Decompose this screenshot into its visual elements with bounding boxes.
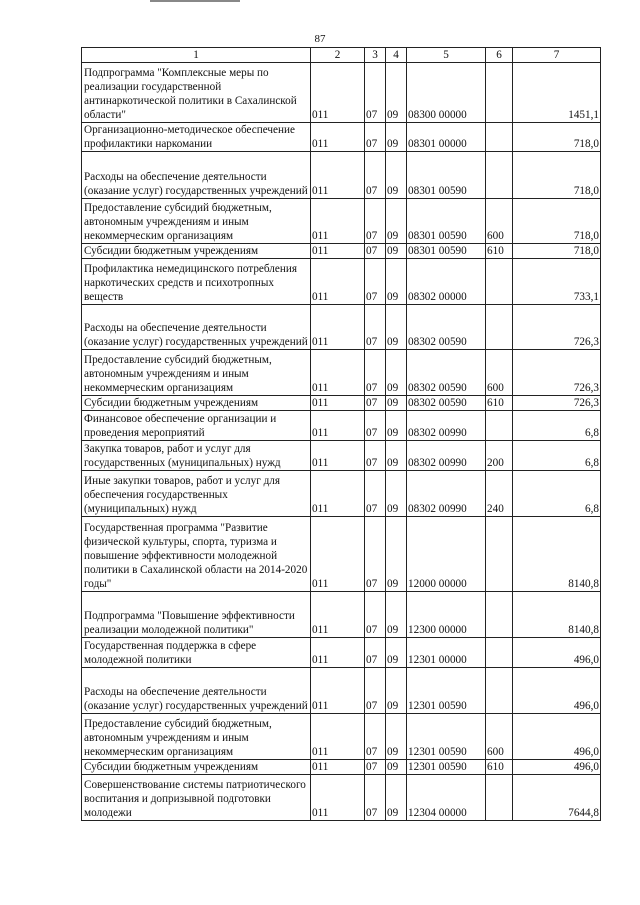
row-section: 07 bbox=[365, 259, 386, 305]
row-section: 07 bbox=[365, 199, 386, 244]
row-amount: 6,8 bbox=[513, 441, 601, 471]
table-row bbox=[82, 123, 601, 152]
row-expense-type: 600 bbox=[486, 199, 513, 244]
row-target-code: 08302 00990 bbox=[407, 411, 486, 441]
table-row bbox=[82, 471, 601, 517]
row-target-code: 08301 00000 bbox=[407, 123, 486, 152]
row-subsection: 09 bbox=[386, 441, 407, 471]
row-expense-type bbox=[486, 775, 513, 821]
row-name: Субсидии бюджетным учреждениям bbox=[82, 760, 311, 775]
row-subsection: 09 bbox=[386, 259, 407, 305]
row-amount: 718,0 bbox=[513, 199, 601, 244]
row-name: Расходы на обеспечение деятельности (оказание услуг) государственных учреждений bbox=[82, 305, 311, 350]
budget-table bbox=[81, 47, 601, 821]
row-name: Предоставление субсидий бюджетным, автономным учреждениям и иным некоммерческим организациям bbox=[82, 199, 311, 244]
row-expense-type bbox=[486, 305, 513, 350]
row-subsection: 09 bbox=[386, 471, 407, 517]
row-name: Субсидии бюджетным учреждениям bbox=[82, 244, 311, 259]
row-ministry: 011 bbox=[311, 396, 365, 411]
row-ministry: 011 bbox=[311, 350, 365, 396]
row-subsection: 09 bbox=[386, 63, 407, 123]
header-col-7: 7 bbox=[513, 48, 601, 63]
row-ministry: 011 bbox=[311, 244, 365, 259]
row-target-code: 08301 00590 bbox=[407, 152, 486, 199]
row-ministry: 011 bbox=[311, 668, 365, 714]
row-target-code: 08302 00590 bbox=[407, 396, 486, 411]
row-amount: 718,0 bbox=[513, 244, 601, 259]
row-target-code: 08300 00000 bbox=[407, 63, 486, 123]
table-row bbox=[82, 350, 601, 396]
row-target-code: 08302 00590 bbox=[407, 350, 486, 396]
row-name: Закупка товаров, работ и услуг для государственных (муниципальных) нужд bbox=[82, 441, 311, 471]
row-ministry: 011 bbox=[311, 517, 365, 592]
row-subsection: 09 bbox=[386, 350, 407, 396]
row-amount: 6,8 bbox=[513, 471, 601, 517]
row-subsection: 09 bbox=[386, 123, 407, 152]
row-amount: 718,0 bbox=[513, 123, 601, 152]
row-amount: 496,0 bbox=[513, 668, 601, 714]
table-row bbox=[82, 305, 601, 350]
row-section: 07 bbox=[365, 411, 386, 441]
row-ministry: 011 bbox=[311, 714, 365, 760]
row-amount: 496,0 bbox=[513, 714, 601, 760]
row-section: 07 bbox=[365, 592, 386, 638]
table-row bbox=[82, 244, 601, 259]
row-ministry: 011 bbox=[311, 775, 365, 821]
row-target-code: 12300 00000 bbox=[407, 592, 486, 638]
row-subsection: 09 bbox=[386, 760, 407, 775]
row-name: Финансовое обеспечение организации и проведения мероприятий bbox=[82, 411, 311, 441]
row-name: Расходы на обеспечение деятельности (оказание услуг) государственных учреждений bbox=[82, 668, 311, 714]
row-amount: 718,0 bbox=[513, 152, 601, 199]
row-target-code: 08302 00990 bbox=[407, 471, 486, 517]
row-subsection: 09 bbox=[386, 592, 407, 638]
row-amount: 6,8 bbox=[513, 411, 601, 441]
row-ministry: 011 bbox=[311, 63, 365, 123]
row-ministry: 011 bbox=[311, 305, 365, 350]
table-row bbox=[82, 638, 601, 668]
row-subsection: 09 bbox=[386, 199, 407, 244]
row-amount: 7644,8 bbox=[513, 775, 601, 821]
row-target-code: 12301 00590 bbox=[407, 760, 486, 775]
row-ministry: 011 bbox=[311, 471, 365, 517]
row-name: Субсидии бюджетным учреждениям bbox=[82, 396, 311, 411]
row-expense-type: 200 bbox=[486, 441, 513, 471]
row-section: 07 bbox=[365, 714, 386, 760]
row-target-code: 08302 00000 bbox=[407, 259, 486, 305]
page-number: 87 bbox=[314, 33, 326, 45]
row-name: Расходы на обеспечение деятельности (оказание услуг) государственных учреждений bbox=[82, 152, 311, 199]
row-section: 07 bbox=[365, 350, 386, 396]
row-section: 07 bbox=[365, 668, 386, 714]
header-col-6: 6 bbox=[486, 48, 513, 63]
row-name: Иные закупки товаров, работ и услуг для обеспечения государственных (муниципальных) нужд bbox=[82, 471, 311, 517]
row-subsection: 09 bbox=[386, 668, 407, 714]
header-col-1: 1 bbox=[82, 48, 311, 63]
row-expense-type bbox=[486, 668, 513, 714]
row-section: 07 bbox=[365, 305, 386, 350]
row-expense-type: 600 bbox=[486, 350, 513, 396]
row-target-code: 12304 00000 bbox=[407, 775, 486, 821]
row-expense-type bbox=[486, 411, 513, 441]
row-target-code: 08302 00990 bbox=[407, 441, 486, 471]
row-target-code: 12301 00590 bbox=[407, 714, 486, 760]
table-row bbox=[82, 63, 601, 123]
row-expense-type bbox=[486, 592, 513, 638]
row-ministry: 011 bbox=[311, 760, 365, 775]
row-amount: 8140,8 bbox=[513, 517, 601, 592]
row-expense-type bbox=[486, 259, 513, 305]
row-section: 07 bbox=[365, 638, 386, 668]
row-target-code: 12301 00590 bbox=[407, 668, 486, 714]
row-ministry: 011 bbox=[311, 123, 365, 152]
table-row bbox=[82, 775, 601, 821]
row-name: Организационно-методическое обеспечение профилактики наркомании bbox=[82, 123, 311, 152]
table-row bbox=[82, 668, 601, 714]
row-ministry: 011 bbox=[311, 199, 365, 244]
row-ministry: 011 bbox=[311, 592, 365, 638]
row-target-code: 12301 00000 bbox=[407, 638, 486, 668]
table-row bbox=[82, 259, 601, 305]
table-row bbox=[82, 517, 601, 592]
row-amount: 726,3 bbox=[513, 350, 601, 396]
row-name: Государственная поддержка в сфере молодежной политики bbox=[82, 638, 311, 668]
row-expense-type: 610 bbox=[486, 760, 513, 775]
row-section: 07 bbox=[365, 152, 386, 199]
row-ministry: 011 bbox=[311, 152, 365, 199]
row-section: 07 bbox=[365, 760, 386, 775]
row-subsection: 09 bbox=[386, 638, 407, 668]
row-ministry: 011 bbox=[311, 638, 365, 668]
row-expense-type: 600 bbox=[486, 714, 513, 760]
row-name: Предоставление субсидий бюджетным, автономным учреждениям и иным некоммерческим организациям bbox=[82, 350, 311, 396]
row-section: 07 bbox=[365, 775, 386, 821]
header-row bbox=[82, 48, 601, 63]
row-name: Государственная программа "Развитие физической культуры, спорта, туризма и повышение эффективности молодежной политики в Сахалинской области на 2014-2020 годы" bbox=[82, 517, 311, 592]
row-section: 07 bbox=[365, 244, 386, 259]
row-expense-type: 610 bbox=[486, 244, 513, 259]
table-row bbox=[82, 199, 601, 244]
row-expense-type bbox=[486, 517, 513, 592]
row-amount: 496,0 bbox=[513, 760, 601, 775]
row-subsection: 09 bbox=[386, 305, 407, 350]
row-section: 07 bbox=[365, 123, 386, 152]
table-row bbox=[82, 411, 601, 441]
row-subsection: 09 bbox=[386, 517, 407, 592]
table-row bbox=[82, 760, 601, 775]
row-amount: 726,3 bbox=[513, 305, 601, 350]
row-target-code: 08301 00590 bbox=[407, 244, 486, 259]
row-section: 07 bbox=[365, 63, 386, 123]
scan-artifact bbox=[150, 0, 240, 2]
row-amount: 726,3 bbox=[513, 396, 601, 411]
row-name: Подпрограмма "Повышение эффективности реализации молодежной политики" bbox=[82, 592, 311, 638]
table-row bbox=[82, 152, 601, 199]
table-row bbox=[82, 592, 601, 638]
header-col-3: 3 bbox=[365, 48, 386, 63]
row-amount: 1451,1 bbox=[513, 63, 601, 123]
row-amount: 8140,8 bbox=[513, 592, 601, 638]
row-subsection: 09 bbox=[386, 411, 407, 441]
row-subsection: 09 bbox=[386, 152, 407, 199]
table-row bbox=[82, 714, 601, 760]
row-ministry: 011 bbox=[311, 259, 365, 305]
row-expense-type bbox=[486, 638, 513, 668]
row-expense-type: 610 bbox=[486, 396, 513, 411]
row-section: 07 bbox=[365, 441, 386, 471]
header-col-4: 4 bbox=[386, 48, 407, 63]
table-row bbox=[82, 441, 601, 471]
row-subsection: 09 bbox=[386, 775, 407, 821]
row-amount: 496,0 bbox=[513, 638, 601, 668]
row-subsection: 09 bbox=[386, 244, 407, 259]
row-target-code: 08302 00590 bbox=[407, 305, 486, 350]
row-amount: 733,1 bbox=[513, 259, 601, 305]
row-section: 07 bbox=[365, 396, 386, 411]
header-col-2: 2 bbox=[311, 48, 365, 63]
row-ministry: 011 bbox=[311, 411, 365, 441]
row-name: Предоставление субсидий бюджетным, автономным учреждениям и иным некоммерческим организациям bbox=[82, 714, 311, 760]
row-section: 07 bbox=[365, 471, 386, 517]
row-ministry: 011 bbox=[311, 441, 365, 471]
table-body bbox=[82, 63, 601, 821]
header-col-5: 5 bbox=[407, 48, 486, 63]
row-expense-type: 240 bbox=[486, 471, 513, 517]
row-name: Подпрограмма "Комплексные меры по реализации государственной антинаркотической политики в Сахалинской области" bbox=[82, 63, 311, 123]
row-subsection: 09 bbox=[386, 396, 407, 411]
row-target-code: 08301 00590 bbox=[407, 199, 486, 244]
row-name: Профилактика немедицинского потребления наркотических средств и психотропных веществ bbox=[82, 259, 311, 305]
row-expense-type bbox=[486, 152, 513, 199]
row-subsection: 09 bbox=[386, 714, 407, 760]
row-target-code: 12000 00000 bbox=[407, 517, 486, 592]
table-row bbox=[82, 396, 601, 411]
row-section: 07 bbox=[365, 517, 386, 592]
row-name: Совершенствование системы патриотического воспитания и допризывной подготовки молодежи bbox=[82, 775, 311, 821]
row-expense-type bbox=[486, 63, 513, 123]
row-expense-type bbox=[486, 123, 513, 152]
